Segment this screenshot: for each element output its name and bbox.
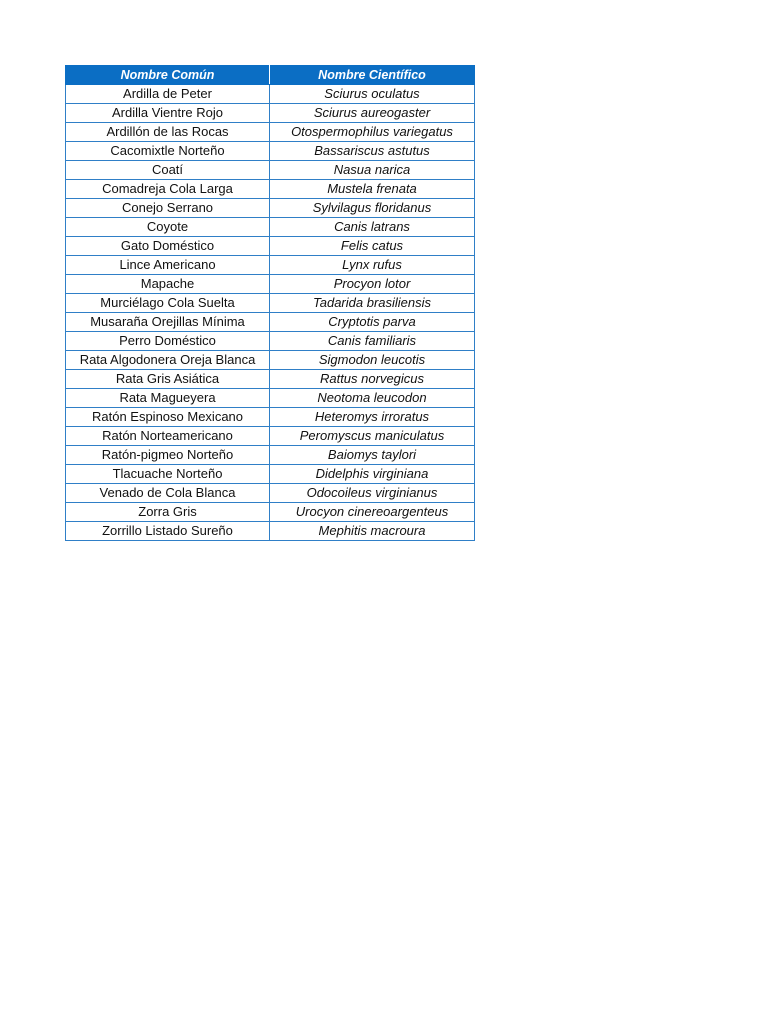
table-row [66,218,475,237]
table-row [66,503,475,522]
scientific-name-cell: Tadarida brasiliensis [270,294,475,313]
scientific-name-cell: Sigmodon leucotis [270,351,475,370]
scientific-name-cell: Procyon lotor [270,275,475,294]
table-row [66,199,475,218]
common-name-cell: Rata Magueyera [66,389,270,408]
table-header-row [66,66,475,85]
species-table-body [66,85,475,541]
table-row [66,370,475,389]
table-row [66,180,475,199]
scientific-name-cell: Mephitis macroura [270,522,475,541]
common-name-cell: Comadreja Cola Larga [66,180,270,199]
common-name-cell: Ardilla Vientre Rojo [66,104,270,123]
scientific-name-cell: Lynx rufus [270,256,475,275]
scientific-name-cell: Bassariscus astutus [270,142,475,161]
common-name-cell: Lince Americano [66,256,270,275]
table-row [66,446,475,465]
table-row [66,332,475,351]
scientific-name-cell: Mustela frenata [270,180,475,199]
table-row [66,104,475,123]
scientific-name-cell: Nasua narica [270,161,475,180]
common-name-cell: Gato Doméstico [66,237,270,256]
scientific-name-cell: Odocoileus virginianus [270,484,475,503]
scientific-name-cell: Rattus norvegicus [270,370,475,389]
table-row [66,408,475,427]
common-name-cell: Coatí [66,161,270,180]
common-name-cell: Murciélago Cola Suelta [66,294,270,313]
table-row [66,522,475,541]
scientific-name-cell: Sciurus aureogaster [270,104,475,123]
scientific-name-cell: Didelphis virginiana [270,465,475,484]
table-row [66,85,475,104]
table-row [66,389,475,408]
common-name-cell: Ratón-pigmeo Norteño [66,446,270,465]
table-row [66,237,475,256]
common-name-cell: Venado de Cola Blanca [66,484,270,503]
common-name-cell: Rata Gris Asiática [66,370,270,389]
table-row [66,465,475,484]
scientific-name-cell: Baiomys taylori [270,446,475,465]
common-name-cell: Rata Algodonera Oreja Blanca [66,351,270,370]
scientific-name-cell: Sylvilagus floridanus [270,199,475,218]
species-table [65,65,475,541]
header-scientific-name: Nombre Científico [270,66,475,85]
common-name-cell: Zorrillo Listado Sureño [66,522,270,541]
common-name-cell: Mapache [66,275,270,294]
scientific-name-cell: Heteromys irroratus [270,408,475,427]
table-row [66,313,475,332]
scientific-name-cell: Canis latrans [270,218,475,237]
common-name-cell: Musaraña Orejillas Mínima [66,313,270,332]
common-name-cell: Cacomixtle Norteño [66,142,270,161]
scientific-name-cell: Canis familiaris [270,332,475,351]
common-name-cell: Ardillón de las Rocas [66,123,270,142]
table-row [66,484,475,503]
scientific-name-cell: Peromyscus maniculatus [270,427,475,446]
table-row [66,351,475,370]
header-common-name: Nombre Común [66,66,270,85]
scientific-name-cell: Urocyon cinereoargenteus [270,503,475,522]
common-name-cell: Ardilla de Peter [66,85,270,104]
common-name-cell: Tlacuache Norteño [66,465,270,484]
common-name-cell: Conejo Serrano [66,199,270,218]
table-row [66,294,475,313]
scientific-name-cell: Felis catus [270,237,475,256]
scientific-name-cell: Sciurus oculatus [270,85,475,104]
scientific-name-cell: Otospermophilus variegatus [270,123,475,142]
scientific-name-cell: Neotoma leucodon [270,389,475,408]
common-name-cell: Ratón Espinoso Mexicano [66,408,270,427]
table-row [66,161,475,180]
table-row [66,142,475,161]
common-name-cell: Perro Doméstico [66,332,270,351]
table-row [66,427,475,446]
common-name-cell: Coyote [66,218,270,237]
scientific-name-cell: Cryptotis parva [270,313,475,332]
table-row [66,256,475,275]
common-name-cell: Ratón Norteamericano [66,427,270,446]
table-row [66,275,475,294]
common-name-cell: Zorra Gris [66,503,270,522]
table-row [66,123,475,142]
